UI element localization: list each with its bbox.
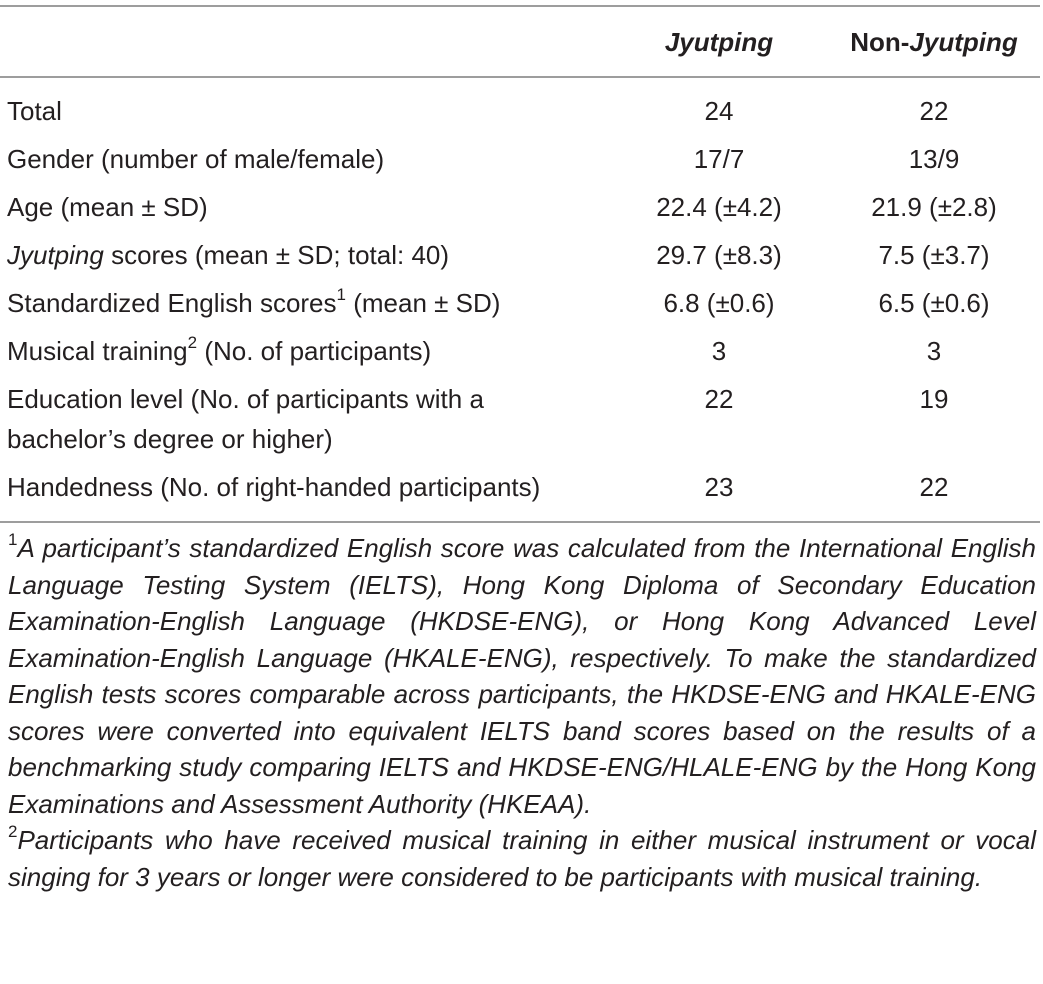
table-row <box>0 135 1040 183</box>
row-label: Handedness (No. of right-handed participants) <box>7 472 541 502</box>
row-label: Jyutping scores (mean ± SD; total: 40) <box>7 240 450 270</box>
cell-jyutping: 29.7 (±8.3) <box>656 240 782 270</box>
table-row <box>0 77 1040 135</box>
row-label: Age (mean ± SD) <box>7 192 208 222</box>
cell-non-jyutping: 22 <box>919 472 949 502</box>
cell-jyutping: 17/7 <box>693 144 745 174</box>
table-row <box>0 463 1040 522</box>
cell-jyutping: 3 <box>711 336 727 366</box>
cell-non-jyutping: 21.9 (±2.8) <box>871 192 997 222</box>
cell-jyutping: 22 <box>704 384 734 414</box>
cell-jyutping: 22.4 (±4.2) <box>656 192 782 222</box>
cell-non-jyutping: 19 <box>919 384 949 414</box>
footnote-mark: 2 <box>8 822 18 842</box>
cell-jyutping: 6.8 (±0.6) <box>663 288 775 318</box>
cell-non-jyutping: 7.5 (±3.7) <box>878 240 990 270</box>
table-body <box>0 77 1040 522</box>
footnote <box>8 530 1036 822</box>
header-row <box>0 6 1040 77</box>
table-row <box>0 327 1040 375</box>
table-row <box>0 183 1040 231</box>
table-row <box>0 375 1040 463</box>
cell-non-jyutping: 3 <box>926 336 942 366</box>
cell-non-jyutping: 22 <box>919 96 949 126</box>
row-label: Standardized English scores$^1$ (mean ± SD) <box>7 285 501 318</box>
row-label: Education level (No. of participants with a bachelor’s degree or higher) <box>7 384 484 454</box>
row-label: Total <box>7 96 62 126</box>
footnote <box>8 822 1036 895</box>
footnote-text: A participant’s standardized English score was calculated from the International English Language Testing System (IELTS), Hong Kong Diploma of Secondary Education Examination-English Language (HKDSE-ENG), or Hong Kong Advanced Level Examination-English Language (HKALE-ENG), respectively. To make the standardized English tests scores comparable across participants, the HKDSE-ENG and HKALE-ENG scores were converted into equivalent IELTS band scores based on the results of a benchmarking study comparing IELTS and HKDSE-ENG/HLALE-ENG by the Hong Kong Examinations and Assessment Authority (HKEAA). <box>8 533 1036 819</box>
cell-non-jyutping: 13/9 <box>908 144 960 174</box>
cell-jyutping: 24 <box>704 96 734 126</box>
cell-jyutping: 23 <box>704 472 734 502</box>
header-label-column <box>0 6 610 77</box>
footnote-mark: 1 <box>8 530 18 550</box>
table-header <box>0 6 1040 77</box>
participant-demographics-table <box>0 5 1040 523</box>
footnote-text: Participants who have received musical training in either musical instrument or vocal singing for 3 years or longer were considered to be participants with musical training. <box>8 825 1036 892</box>
table-row <box>0 279 1040 327</box>
row-label: Musical training$^2$ (No. of participants) <box>7 333 432 366</box>
header-non-jyutping-column: Non-Jyutping <box>850 26 1018 57</box>
table-footnotes <box>8 530 1036 895</box>
row-label: Gender (number of male/female) <box>7 144 385 174</box>
header-jyutping-column: Jyutping <box>664 26 774 57</box>
cell-non-jyutping: 6.5 (±0.6) <box>878 288 990 318</box>
table-row <box>0 231 1040 279</box>
